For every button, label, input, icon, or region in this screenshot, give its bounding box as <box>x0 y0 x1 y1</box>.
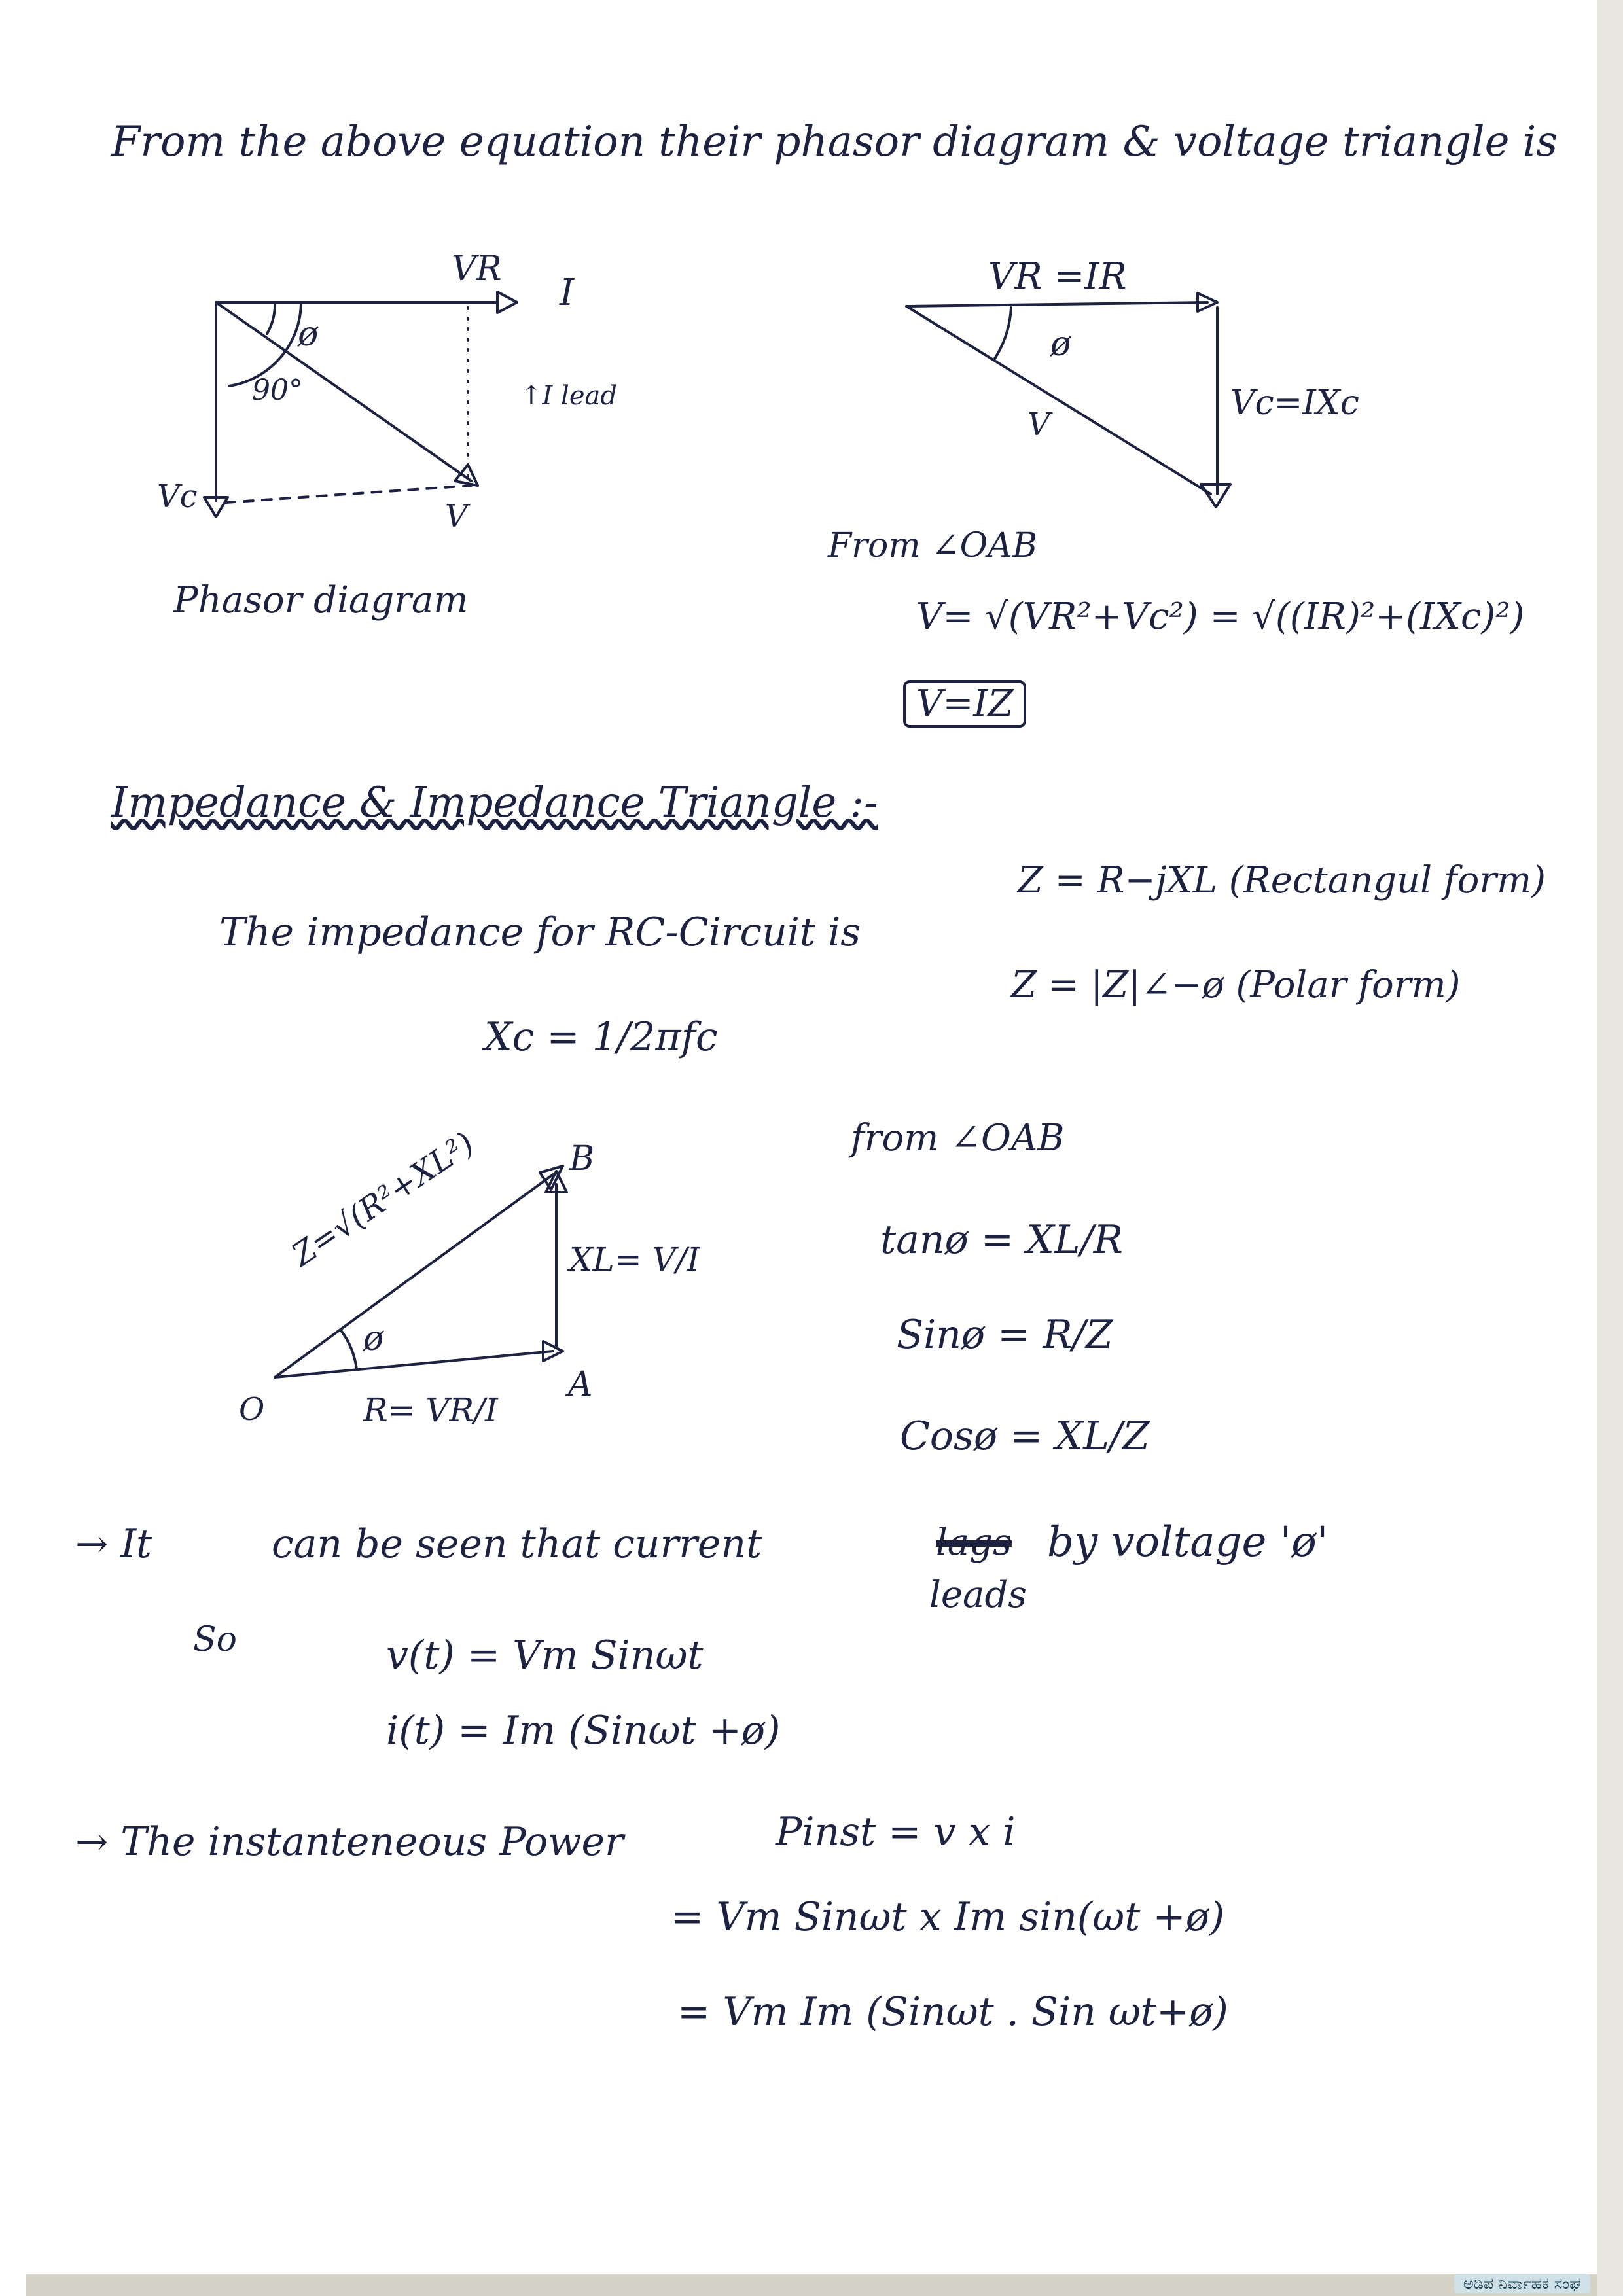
vt-eq1: V= √(VR²+Vc²) = √((IR)²+(IXc)²) <box>916 595 1525 638</box>
tan-ratio: tanø = XL/R <box>880 1217 1124 1263</box>
bottom-edge <box>26 2274 1597 2296</box>
lead-note: ↑I lead <box>520 381 617 411</box>
so-label: So <box>193 1620 237 1659</box>
note-leads: leads <box>929 1574 1027 1616</box>
sin-ratio: Sinø = R/Z <box>897 1312 1113 1358</box>
base-label: R= VR/I <box>363 1391 498 1429</box>
polar-form: Z = |Z|∠−ø (Polar form) <box>1011 964 1461 1006</box>
power-equation: Pinst = v x i <box>776 1809 1016 1855</box>
ratios-from-label: from ∠OAB <box>851 1117 1065 1159</box>
vt-eq2: V=IZ <box>903 680 1026 728</box>
page-edge <box>1597 0 1623 2296</box>
struck-word: lags <box>936 1521 1012 1564</box>
cos-ratio: Cosø = XL/Z <box>900 1413 1150 1459</box>
b-label: B <box>569 1139 595 1178</box>
note-by-voltage: by voltage 'ø' <box>1047 1518 1329 1566</box>
phasor-caption: Phasor diagram <box>173 579 469 622</box>
impedance-intro: The impedance for RC-Circuit is <box>219 910 861 955</box>
hyp-label: Z=√(R²+XL²) <box>285 1125 481 1274</box>
power-step1: = Vm Sinωt x Im sin(ωt +ø) <box>671 1894 1225 1940</box>
v-t-equation: v(t) = Vm Sinωt <box>386 1633 704 1678</box>
imp-phi-label: ø <box>363 1319 384 1358</box>
power-label: → The instanteneous Power <box>75 1819 624 1865</box>
xl-label: XL= V/I <box>569 1241 700 1279</box>
o-label: O <box>239 1391 265 1428</box>
impedance-heading: Impedance & Impedance Triangle :- <box>111 779 878 827</box>
a-label: A <box>568 1365 593 1404</box>
stamp-label: ಅಡಿಪ ನಿರ್ವಾಹಕ ಸಂಘ <box>1454 2274 1590 2293</box>
vt-top-label: VR =IR <box>988 255 1127 298</box>
vt-v-label: V <box>1027 406 1050 443</box>
phasor-v-label: V <box>445 498 468 535</box>
phasor-phi-label: ø <box>298 315 319 354</box>
rect-form: Z = R−jXL (Rectangul form) <box>1018 859 1546 902</box>
vr-label: VR <box>452 249 502 289</box>
vt-side-label: Vc=IXc <box>1230 383 1359 423</box>
vc-label: Vc <box>157 478 198 515</box>
note-prefix: → It <box>75 1521 152 1567</box>
power-step2: = Vm Im (Sinωt . Sin ωt+ø) <box>677 1989 1228 2035</box>
xc-formula: Xc = 1/2πfc <box>484 1014 718 1060</box>
vt-phi-label: ø <box>1050 325 1071 364</box>
angle-label: 90° <box>252 374 303 407</box>
intro-text: From the above equation their phasor diagram & voltage triangle is <box>111 118 1558 166</box>
r-side <box>275 1351 553 1377</box>
vt-from-label: From ∠OAB <box>828 526 1038 565</box>
imp-phi-arc <box>340 1330 357 1369</box>
i-t-equation: i(t) = Im (Sinωt +ø) <box>386 1708 781 1754</box>
z-side <box>275 1174 553 1377</box>
note-text: can be seen that current <box>272 1521 762 1567</box>
i-label: I <box>560 272 575 314</box>
